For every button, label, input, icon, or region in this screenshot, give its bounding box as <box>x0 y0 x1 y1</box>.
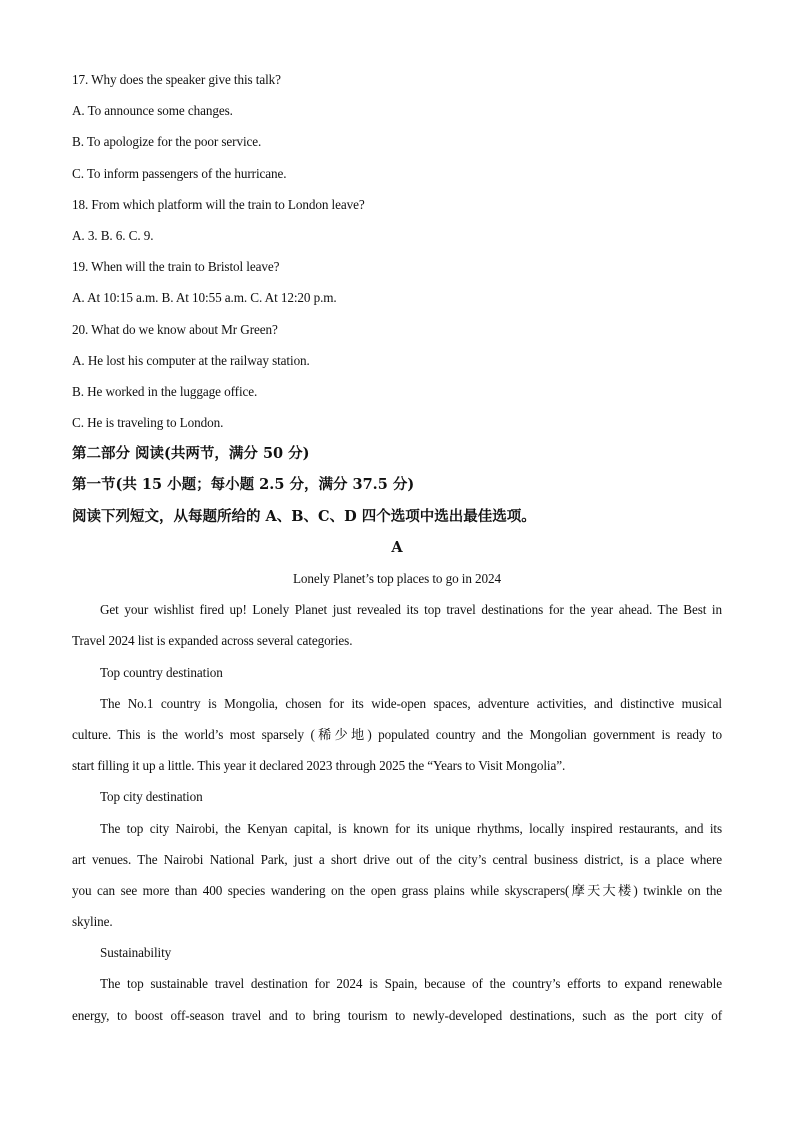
city-line-2: art venues. The Nairobi National Park, just a short drive out of the city’s central business district, is a place where <box>72 851 722 867</box>
document-page <box>72 64 722 1031</box>
intro-line-1: Get your wishlist fired up! Lonely Planet just revealed its top travel destinations for the year ahead. The Best in <box>100 602 722 618</box>
city-line-3: you can see more than 400 species wandering on the open grass plains while skyscrapers(摩天大楼) twinkle on the <box>72 882 722 898</box>
options-19: A. At 10:15 a.m. B. At 10:55 a.m. C. At 12:20 p.m. <box>72 290 337 306</box>
passage-letter: A <box>391 538 403 556</box>
sustain-line-2: energy, to boost off-season travel and to bring tourism to newly-developed destinations, such as the port city of <box>72 1007 722 1023</box>
heading-city: Top city destination <box>100 789 203 805</box>
options-18: A. 3. B. 6. C. 9. <box>72 227 154 243</box>
option-20-a: A. He lost his computer at the railway station. <box>72 352 310 368</box>
option-17-a: A. To announce some changes. <box>72 103 233 119</box>
question-18: 18. From which platform will the train to London leave? <box>72 196 365 212</box>
passage-title: Lonely Planet’s top places to go in 2024 <box>292 571 502 586</box>
sustain-line-1: The top sustainable travel destination for 2024 is Spain, because of the country’s efforts to expand renewable <box>100 976 722 992</box>
heading-country: Top country destination <box>100 664 223 680</box>
question-19: 19. When will the train to Bristol leave? <box>72 259 280 275</box>
heading-sustainability: Sustainability <box>100 945 172 961</box>
city-line-1: The top city Nairobi, the Kenyan capital, is known for its unique rhythms, locally inspired restaurants, and its <box>100 820 722 836</box>
question-17: 17. Why does the speaker give this talk? <box>72 72 281 87</box>
option-17-c: C. To inform passengers of the hurricane. <box>72 165 287 181</box>
part-heading: 第二部分 阅读(共两节，满分 50 分) <box>72 445 310 463</box>
option-20-b: B. He worked in the luggage office. <box>72 383 258 399</box>
city-line-4: skyline. <box>72 914 113 930</box>
question-20: 20. What do we know about Mr Green? <box>72 321 278 337</box>
option-20-c: C. He is traveling to London. <box>72 415 224 431</box>
option-17-b: B. To apologize for the poor service. <box>72 134 262 150</box>
country-line-3: start filling it up a little. This year it declared 2023 through 2025 the “Years to Visit Mongolia”. <box>72 758 566 774</box>
section-heading: 第一节(共 15 小题；每小题 2.5 分，满分 37.5 分) <box>72 476 415 494</box>
intro-line-2: Travel 2024 list is expanded across several categories. <box>72 633 353 649</box>
country-line-1: The No.1 country is Mongolia, chosen for its wide-open spaces, adventure activities, and distinctive musical <box>100 695 722 711</box>
country-line-2: culture. This is the world’s most sparsely (稀少地) populated country and the Mongolian government is ready to <box>72 726 722 742</box>
reading-instruction: 阅读下列短文，从每题所给的 A、B、C、D 四个选项中选出最佳选项。 <box>72 507 536 525</box>
